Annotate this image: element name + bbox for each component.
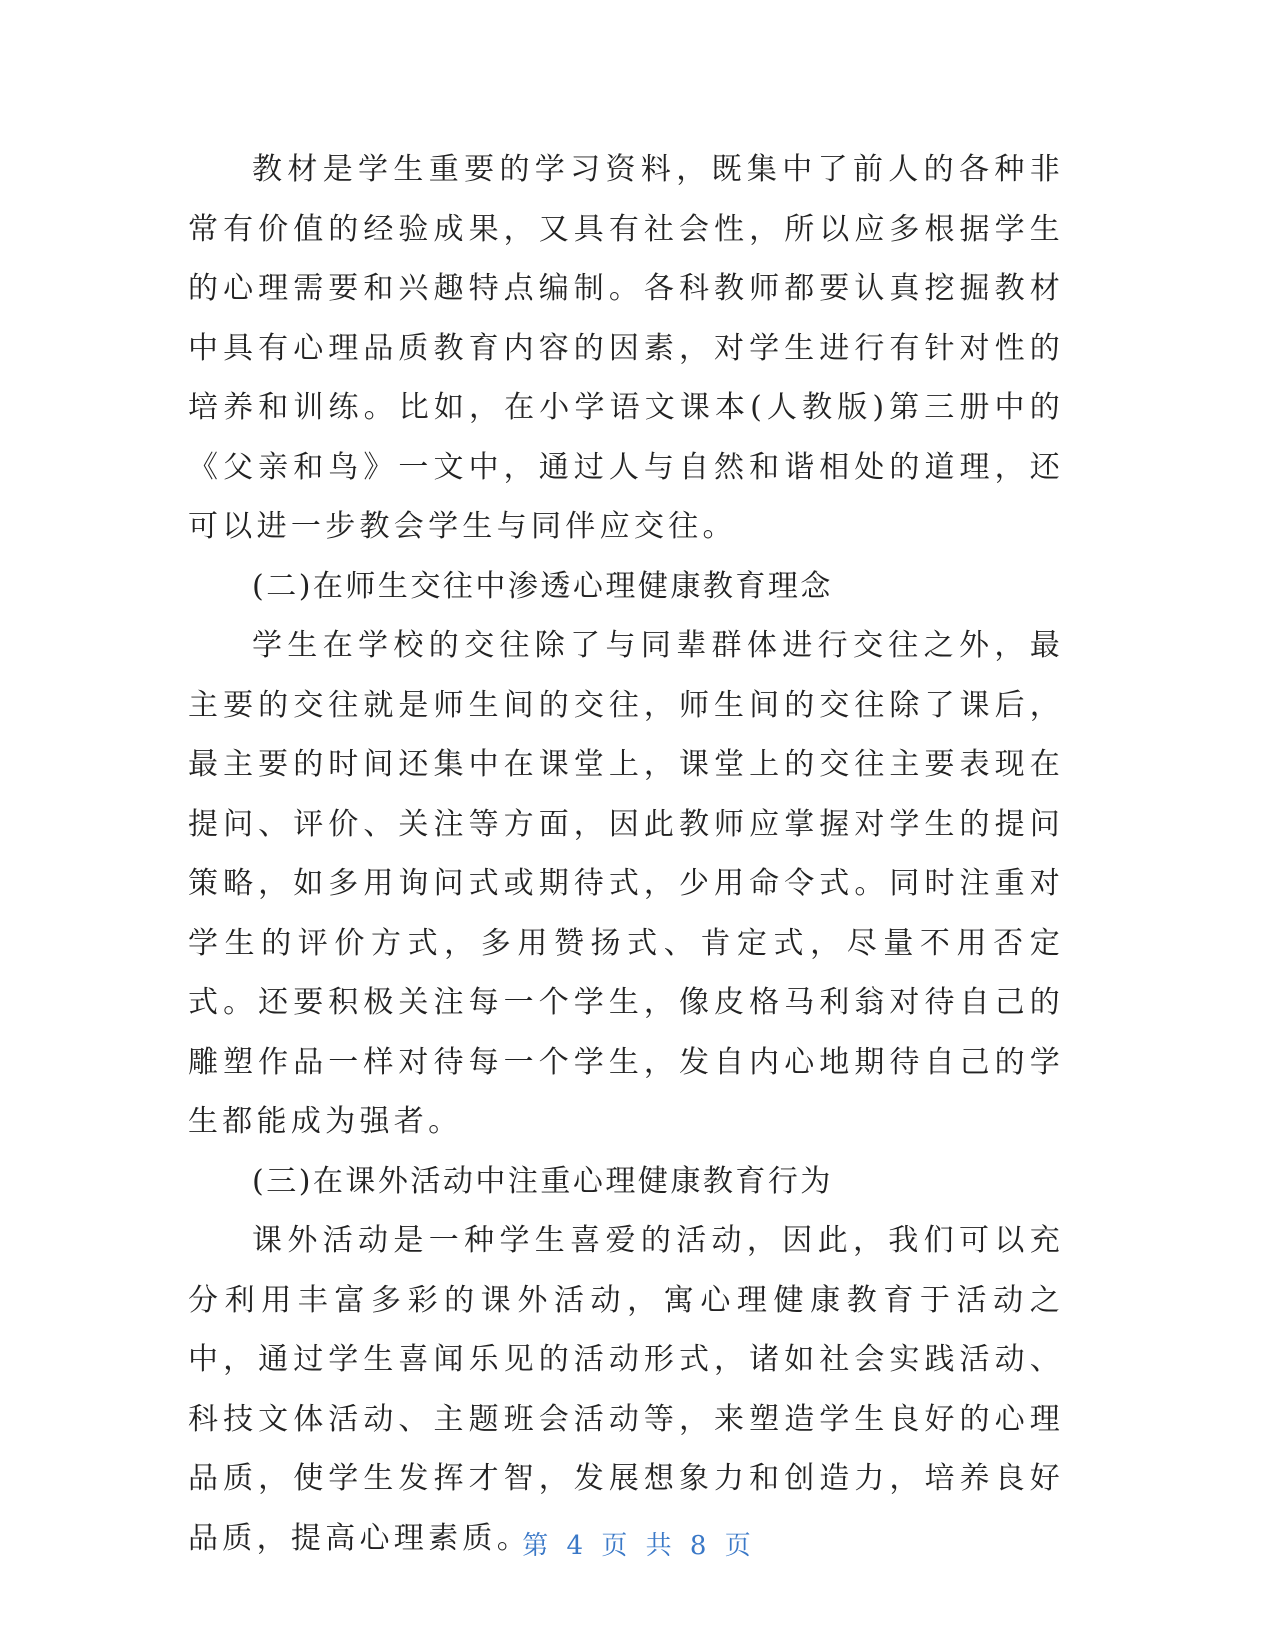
page-number-footer: 第 4 页 共 8 页	[522, 1531, 753, 1561]
paragraph-teacher-student: 学生在学校的交往除了与同辈群体进行交往之外，最主要的交往就是师生间的交往，师生间的交往除了课后，最主要的时间还集中在课堂上，课堂上的交往主要表现在提问、评价、关注等方面，因此教师应掌握对学生的提问策略，如多用询问式或期待式，少用命令式。同时注重对学生的评价方式，多用赞扬式、肯定式，尽量不用否定式。还要积极关注每一个学生，像皮格马利翁对待自己的雕塑作品一样对待每一个学生，发自内心地期待自己的学生都能成为强者。	[188, 628, 1064, 1139]
paragraph-extracurricular: 课外活动是一种学生喜爱的活动，因此，我们可以充分利用丰富多彩的课外活动，寓心理健康教育于活动之中，通过学生喜闻乐见的活动形式，诸如社会实践活动、科技文体活动、主题班会活动等，来塑造学生良好的心理品质，使学生发挥才智，发展想象力和创造力，培养良好品质，提高心理素质。	[188, 1223, 1064, 1556]
section-heading-teacher-student: (二)在师生交往中渗透心理健康教育理念	[252, 568, 833, 604]
document-body	[188, 140, 1064, 1568]
paragraph-textbook: 教材是学生重要的学习资料，既集中了前人的各种非常有价值的经验成果，又具有社会性，所以应多根据学生的心理需要和兴趣特点编制。各科教师都要认真挖掘教材中具有心理品质教育内容的因素，对学生进行有针对性的培养和训练。比如，在小学语文课本(人教版)第三册中的《父亲和鸟》一文中，通过人与自然和谐相处的道理，还可以进一步教会学生与同伴应交往。	[188, 152, 1064, 544]
section-heading-extracurricular: (三)在课外活动中注重心理健康教育行为	[252, 1163, 833, 1199]
